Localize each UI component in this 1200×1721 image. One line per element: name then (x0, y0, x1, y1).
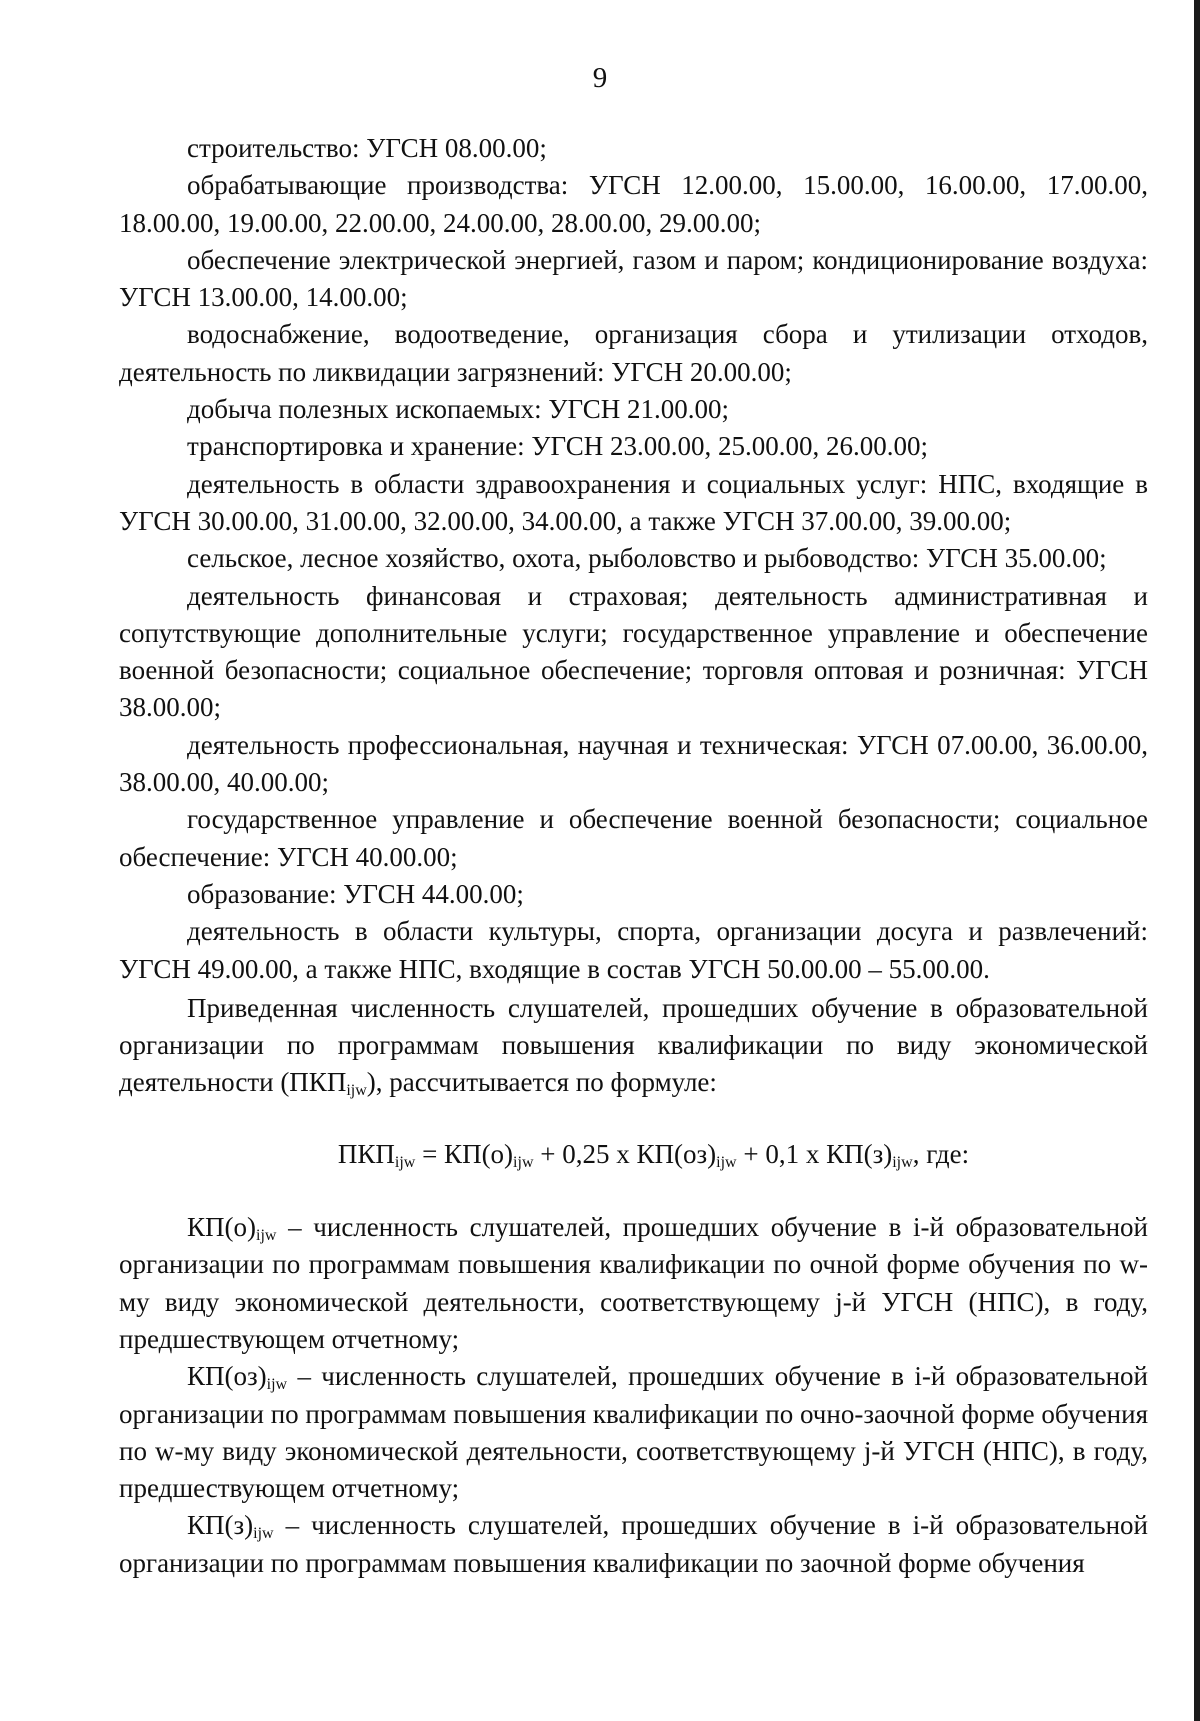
list-item: обрабатывающие производства: УГСН 12.00.00, 15.00.00, 16.00.00, 17.00.00, 18.00.00, 19.00.00, 22.00.00, 24.00.00, 28.00.00, 29.00.00; (119, 170, 1148, 238)
subscript: ijw (346, 1082, 367, 1100)
definition-text: – численность слушателей, прошедших обучение в i-й образовательной организации по программам повышения квалификации по очной форме обучения по w-му виду экономической деятельности, соответствующему j-й УГСН (НПС), в году, предшествующем отчетному; (119, 1212, 1148, 1354)
document-body (119, 130, 1148, 1582)
list-item: государственное управление и обеспечение военной безопасности; социальное обеспечение: УГСН 40.00.00; (119, 804, 1148, 872)
intro-paragraph (119, 990, 1148, 1102)
list-item: транспортировка и хранение: УГСН 23.00.00, 25.00.00, 26.00.00; (187, 431, 928, 462)
formula (119, 1136, 1148, 1173)
list-item: деятельность в области здравоохранения и социальных услуг: НПС, входящие в УГСН 30.00.00, 31.00.00, 32.00.00, 34.00.00, а также УГСН 37.00.00, 39.00.00; (119, 468, 1148, 536)
subscript: ijw (394, 1153, 416, 1171)
scan-edge (1194, 0, 1200, 1721)
list-item: строительство: УГСН 08.00.00; (187, 133, 547, 163)
subscript: ijw (513, 1153, 534, 1171)
page-number: 9 (592, 62, 608, 94)
subscript: ijw (253, 1525, 274, 1543)
subscript: ijw (892, 1153, 913, 1171)
definition-text: – численность слушателей, прошедших обучение в i-й образовательной организации по программам повышения квалификации по заочной форме обучения (119, 1510, 1148, 1578)
definition (119, 1358, 1148, 1507)
formula-part: + 0,25 х КП(оз) (533, 1138, 717, 1169)
formula-part: , где: (912, 1138, 970, 1169)
list-item: водоснабжение, водоотведение, организация сбора и утилизации отходов, деятельность по ликвидации загрязнений: УГСН 20.00.00; (119, 319, 1148, 387)
definition (119, 1507, 1148, 1582)
definition-text: – численность слушателей, прошедших обучение в i-й образовательной организации по программам повышения квалификации по очно-заочной форме обучения по w-му виду экономической деятельности, соответствующему j-й УГСН (НПС), в году, предшествующем отчетному; (119, 1361, 1148, 1504)
list-item: образование: УГСН 44.00.00; (187, 878, 524, 909)
definition-term: КП(о) (187, 1212, 256, 1243)
list-item: деятельность финансовая и страховая; деятельность административная и сопутствующие дополнительные услуги; государственное управление и обеспечение военной безопасности; социальное обеспечение; торговля оптовая и розничная: УГСН 38.00.00; (119, 580, 1148, 723)
intro-text-end: ), рассчитывается по формуле: (366, 1067, 717, 1098)
definition-term: КП(оз) (187, 1361, 267, 1392)
list-item: деятельность в области культуры, спорта, организации досуга и развлечений: УГСН 49.00.00, а также НПС, входящие в состав УГСН 50.00.00 – 55.00.00. (119, 916, 1148, 984)
formula-part: ПКП (337, 1138, 395, 1169)
list-item: деятельность профессиональная, научная и техническая: УГСН 07.00.00, 36.00.00, 38.00.00, 40.00.00; (119, 729, 1148, 798)
list-item: обеспечение электрической энергией, газом и паром; кондиционирование воздуха: УГСН 13.00.00, 14.00.00; (119, 244, 1148, 313)
subscript: ijw (716, 1153, 737, 1171)
list-item: добыча полезных ископаемых: УГСН 21.00.00; (187, 394, 730, 425)
formula-part: + 0,1 х КП(з) (736, 1138, 893, 1169)
subscript: ijw (256, 1227, 277, 1245)
definition (119, 1209, 1148, 1358)
definition-term: КП(з) (187, 1510, 254, 1541)
list-item: сельское, лесное хозяйство, охота, рыболовство и рыбоводство: УГСН 35.00.00; (187, 543, 1107, 574)
intro-text: Приведенная численность слушателей, прошедших обучение в образовательной организации по программам повышения квалификации по виду экономической деятельности (ПКП (119, 992, 1148, 1098)
formula-part: = КП(о) (415, 1138, 514, 1169)
subscript: ijw (266, 1376, 288, 1394)
